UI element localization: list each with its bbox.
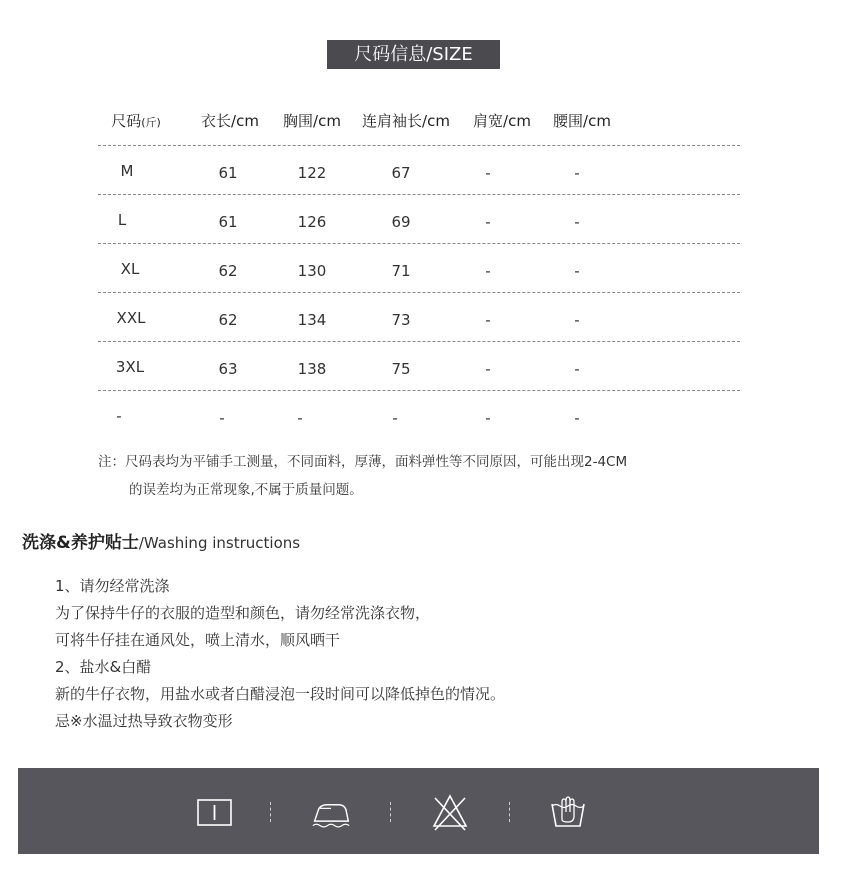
cell-length: 62 (218, 311, 238, 329)
cell-chest: 126 (297, 213, 327, 231)
washing-instructions (55, 573, 505, 735)
cell-size: XL (120, 260, 140, 278)
tumble-dry-icon (195, 792, 235, 832)
cell-chest: 134 (297, 311, 327, 329)
washing-title-en: /Washing instructions (138, 534, 301, 552)
table-row (98, 195, 740, 244)
table-row (98, 244, 740, 293)
cell-waist: - (574, 311, 580, 329)
table-row (98, 391, 740, 433)
cell-length: 61 (218, 164, 238, 182)
cell-waist: - (574, 262, 580, 280)
cell-sleeve: - (392, 409, 398, 427)
cell-shoulder: - (485, 164, 491, 182)
cell-shoulder: - (485, 409, 491, 427)
iron-icon (311, 792, 351, 832)
table-header-row (98, 100, 740, 146)
cell-shoulder: - (485, 262, 491, 280)
cell-size: L (117, 211, 127, 229)
cell-shoulder: - (485, 311, 491, 329)
note-line-2: 的误差均为正常现象,不属于质量问题。 (129, 482, 363, 498)
cell-sleeve: 71 (391, 262, 411, 280)
washing-line: 1、请勿经常洗涤 (55, 577, 170, 595)
cell-size: M (120, 162, 134, 180)
header-length: 衣长/cm (201, 112, 259, 130)
washing-line: 可将牛仔挂在通风处，喷上清水，顺风晒干 (55, 631, 341, 649)
care-symbols-bar (18, 768, 819, 854)
header-chest: 胸围/cm (283, 112, 341, 130)
header-size: 尺码(斤) (111, 112, 161, 130)
cell-length: 61 (218, 213, 238, 231)
cell-shoulder: - (485, 213, 491, 231)
header-shoulder: 肩宽/cm (473, 112, 531, 130)
cell-waist: - (574, 213, 580, 231)
no-bleach-icon (430, 792, 470, 832)
size-info-title: 尺码信息/SIZE (327, 40, 500, 69)
hand-wash-icon (548, 792, 588, 832)
cell-size: - (116, 407, 122, 425)
cell-length: - (219, 409, 225, 427)
washing-title (22, 528, 300, 553)
cell-sleeve: 69 (391, 213, 411, 231)
cell-shoulder: - (485, 360, 491, 378)
cell-waist: - (574, 409, 580, 427)
cell-size: 3XL (115, 358, 145, 376)
note-line-1: 注：尺码表均为平铺手工测量，不同面料，厚薄，面料弹性等不同原因，可能出现2-4CM (98, 454, 628, 470)
header-waist: 腰围/cm (553, 112, 611, 130)
cell-chest: - (297, 409, 303, 427)
cell-size: XXL (116, 309, 146, 327)
cell-length: 63 (218, 360, 238, 378)
washing-title-cn: 洗涤&养护贴士 (22, 533, 139, 553)
cell-waist: - (574, 360, 580, 378)
washing-line: 新的牛仔衣物，用盐水或者白醋浸泡一段时间可以降低掉色的情况。 (55, 685, 506, 703)
icon-divider (390, 802, 391, 822)
cell-sleeve: 73 (391, 311, 411, 329)
washing-line: 2、盐水&白醋 (55, 658, 152, 676)
cell-sleeve: 67 (391, 164, 411, 182)
table-row (98, 342, 740, 391)
table-row (98, 146, 740, 195)
icon-divider (509, 802, 510, 822)
cell-length: 62 (218, 262, 238, 280)
header-sleeve: 连肩袖长/cm (362, 112, 450, 130)
washing-line: 为了保持牛仔的衣服的造型和颜色，请勿经常洗涤衣物， (55, 604, 431, 622)
cell-chest: 138 (297, 360, 327, 378)
cell-chest: 130 (297, 262, 327, 280)
cell-waist: - (574, 164, 580, 182)
table-row (98, 293, 740, 342)
measurement-note (98, 448, 627, 504)
cell-chest: 122 (297, 164, 327, 182)
cell-sleeve: 75 (391, 360, 411, 378)
washing-line: 忌※水温过热导致衣物变形 (55, 712, 233, 730)
size-table (98, 100, 740, 433)
icon-divider (270, 802, 271, 822)
